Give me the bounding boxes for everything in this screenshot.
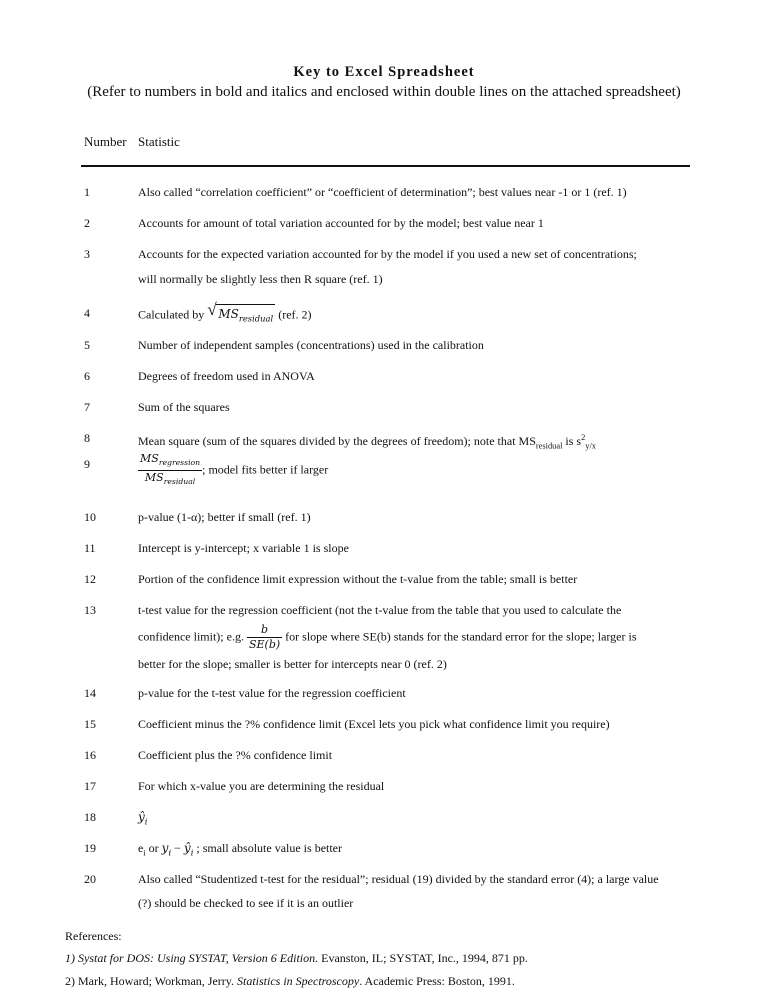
- row-text: Also called “correlation coefficient” or “coefficient of determination”; best values near -1 or 1 (ref. 1): [138, 185, 627, 199]
- row-text: Coefficient minus the ?% confidence limit (Excel lets you pick what confidence limit you require): [138, 717, 610, 731]
- row-number: 7: [84, 400, 90, 414]
- row-number: 17: [84, 779, 96, 793]
- row-number: 4: [84, 306, 90, 320]
- row-number: 20: [84, 872, 96, 886]
- row-text: Accounts for amount of total variation accounted for by the model; best value near 1: [138, 216, 544, 230]
- row-text: Number of independent samples (concentrations) used in the calibration: [138, 338, 484, 352]
- row-number: 10: [84, 510, 96, 524]
- reference-1: 1) Systat for DOS: Using SYSTAT, Version 6 Edition. Evanston, IL; SYSTAT, Inc., 1994, 871 pp.: [65, 951, 528, 965]
- row-text: Calculated by √ $MS_{residual}$ (ref. 2): [138, 304, 683, 327]
- row-text: $e_i$ or $y_i$ − $ŷ_i$ ; small absolute value is better: [138, 841, 343, 858]
- document-title: Key to Excel Spreadsheet: [293, 64, 475, 80]
- row-number: 14: [84, 686, 96, 700]
- row-text: t-test value for the regression coefficient (not the t-value from the table that you used to calculate the confidence limit); e.g. $\frac{b}{SE(b)}$ for slope where SE(b) stands for the standard error for the slope; larger is better for the slope; smaller is better for intercepts near 0 (ref. 2): [138, 603, 637, 671]
- row-number: 11: [84, 541, 96, 555]
- square-root: √ $MS_{residual}$: [207, 304, 275, 327]
- row-text: Portion of the confidence limit expression without the t-value from the table; small is better: [138, 572, 578, 586]
- fraction: $\frac{b}{SE(b)}$: [248, 623, 281, 651]
- row-text: $ŷ_i$: [138, 810, 148, 827]
- reference-2: 2) Mark, Howard; Workman, Jerry. Statistics in Spectroscopy. Academic Press: Boston, 1991.: [65, 974, 515, 988]
- row-number: 16: [84, 748, 96, 762]
- row-number: 19: [84, 841, 96, 855]
- row-number: 1: [84, 185, 90, 199]
- row-number: 3: [84, 247, 90, 261]
- references-label: References:: [65, 929, 122, 943]
- row-text: Degrees of freedom used in ANOVA: [138, 369, 315, 383]
- column-header-statistic: Statistic: [138, 134, 180, 149]
- row-number: 12: [84, 572, 96, 586]
- row-number: 15: [84, 717, 96, 731]
- row-text: $\frac{MS_{regression}}{MS_{residual}}$ ; model fits better if larger: [138, 452, 683, 489]
- row-text: Accounts for the expected variation accounted for by the model if you used a new set of concentrations; will normally be slightly less then R square (ref. 1): [138, 247, 637, 286]
- row-text: Mean square (sum of the squares divided by the degrees of freedom); note that $MS_{residual}$ is $s^2_{y/x}$: [138, 433, 596, 451]
- row-text: For which x-value you are determining the residual: [138, 779, 385, 793]
- row-number: 13: [84, 603, 96, 617]
- row-number: 6: [84, 369, 90, 383]
- row-text: Sum of the squares: [138, 400, 230, 414]
- row-text: Intercept is y-intercept; x variable 1 is slope: [138, 541, 349, 555]
- alpha-symbol: α: [190, 510, 198, 524]
- row-number: 2: [84, 216, 90, 230]
- row-text: p-value for the t-test value for the regression coefficient: [138, 686, 406, 700]
- row-number: 5: [84, 338, 90, 352]
- row-text: Also called “Studentized t-test for the residual”; residual (19) divided by the standard error (4); a large value (?) should be checked to see if it is an outlier: [138, 872, 659, 910]
- column-header-number: Number: [84, 134, 127, 149]
- row-number: 9: [84, 457, 90, 471]
- header-rule: [81, 165, 690, 167]
- row-text: p-value (1-α); better if small (ref. 1): [138, 510, 311, 524]
- fraction: $\frac{MS_{regression}}{MS_{residual}}$: [140, 452, 201, 487]
- row-number: 18: [84, 810, 96, 824]
- document-subtitle: (Refer to numbers in bold and italics and enclosed within double lines on the attached spreadsheet): [87, 84, 681, 100]
- row-number: 8: [84, 431, 90, 445]
- row-text: Coefficient plus the ?% confidence limit: [138, 748, 333, 762]
